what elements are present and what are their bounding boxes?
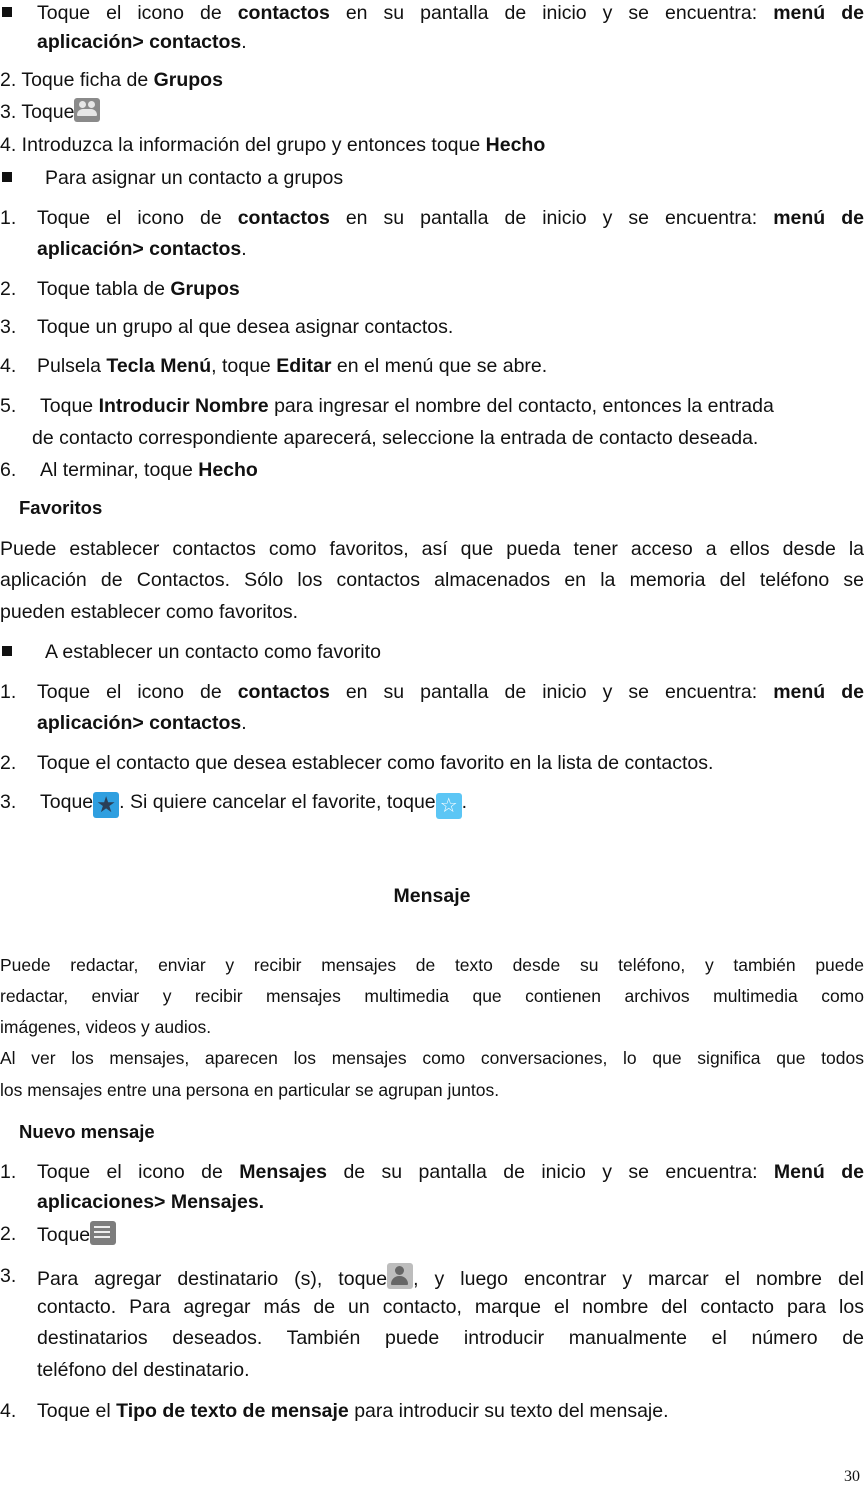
- page-number: 30: [844, 1468, 860, 1485]
- new-message-icon: [90, 1221, 116, 1245]
- square-bullet-icon: [2, 172, 12, 182]
- paragraph-line: pueden establecer como favoritos.: [0, 601, 299, 623]
- square-bullet-icon: [2, 7, 12, 17]
- add-contact-icon: [387, 1263, 413, 1289]
- text-line: Toque el icono de contactos en su pantalla de inicio y se encuentra: menú de: [37, 2, 864, 24]
- paragraph-line: Puede establecer contactos como favoritos, así que pueda tener acceso a ellos desde la: [0, 538, 864, 560]
- group-step-3: 3. Toque: [0, 98, 864, 125]
- square-bullet-icon: [2, 646, 12, 656]
- group-step-4: 4. Introduzca la información del grupo y entonces toque Hecho: [0, 134, 546, 156]
- paragraph-line: los mensajes entre una persona en particular se agrupan juntos.: [0, 1080, 500, 1100]
- star-filled-icon: ★: [93, 792, 119, 818]
- text-line: aplicación> contactos.: [37, 238, 247, 260]
- paragraph-line: redactar, enviar y recibir mensajes multimedia que contienen archivos multimedia como: [0, 986, 864, 1006]
- text-line: contacto. Para agregar más de un contacto, marque el nombre del contacto para los: [37, 1296, 864, 1318]
- text-line: destinatarios deseados. También puede introducir manualmente el número de: [37, 1327, 864, 1349]
- nuevo-mensaje-heading: Nuevo mensaje: [19, 1121, 155, 1142]
- favoritos-heading: Favoritos: [19, 497, 103, 518]
- paragraph-line: imágenes, videos y audios.: [0, 1017, 212, 1037]
- text-line: teléfono del destinatario.: [37, 1359, 250, 1381]
- group-add-icon: [74, 98, 100, 122]
- text-line: aplicaciones> Mensajes.: [37, 1191, 265, 1213]
- text-line: aplicación> contactos.: [37, 712, 247, 734]
- paragraph-line: aplicación de Contactos. Sólo los contactos almacenados en la memoria del teléfono se: [0, 569, 864, 591]
- group-step-2: 2. Toque ficha de Grupos: [0, 69, 223, 91]
- star-outline-icon: ☆: [436, 793, 462, 819]
- text-line: aplicación> contactos.: [37, 31, 247, 53]
- paragraph-line: Puede redactar, enviar y recibir mensajes de texto desde su teléfono, y también puede: [0, 955, 864, 975]
- paragraph-line: Al ver los mensajes, aparecen los mensajes como conversaciones, lo que significa que todos: [0, 1048, 864, 1068]
- mensaje-title: Mensaje: [393, 885, 471, 907]
